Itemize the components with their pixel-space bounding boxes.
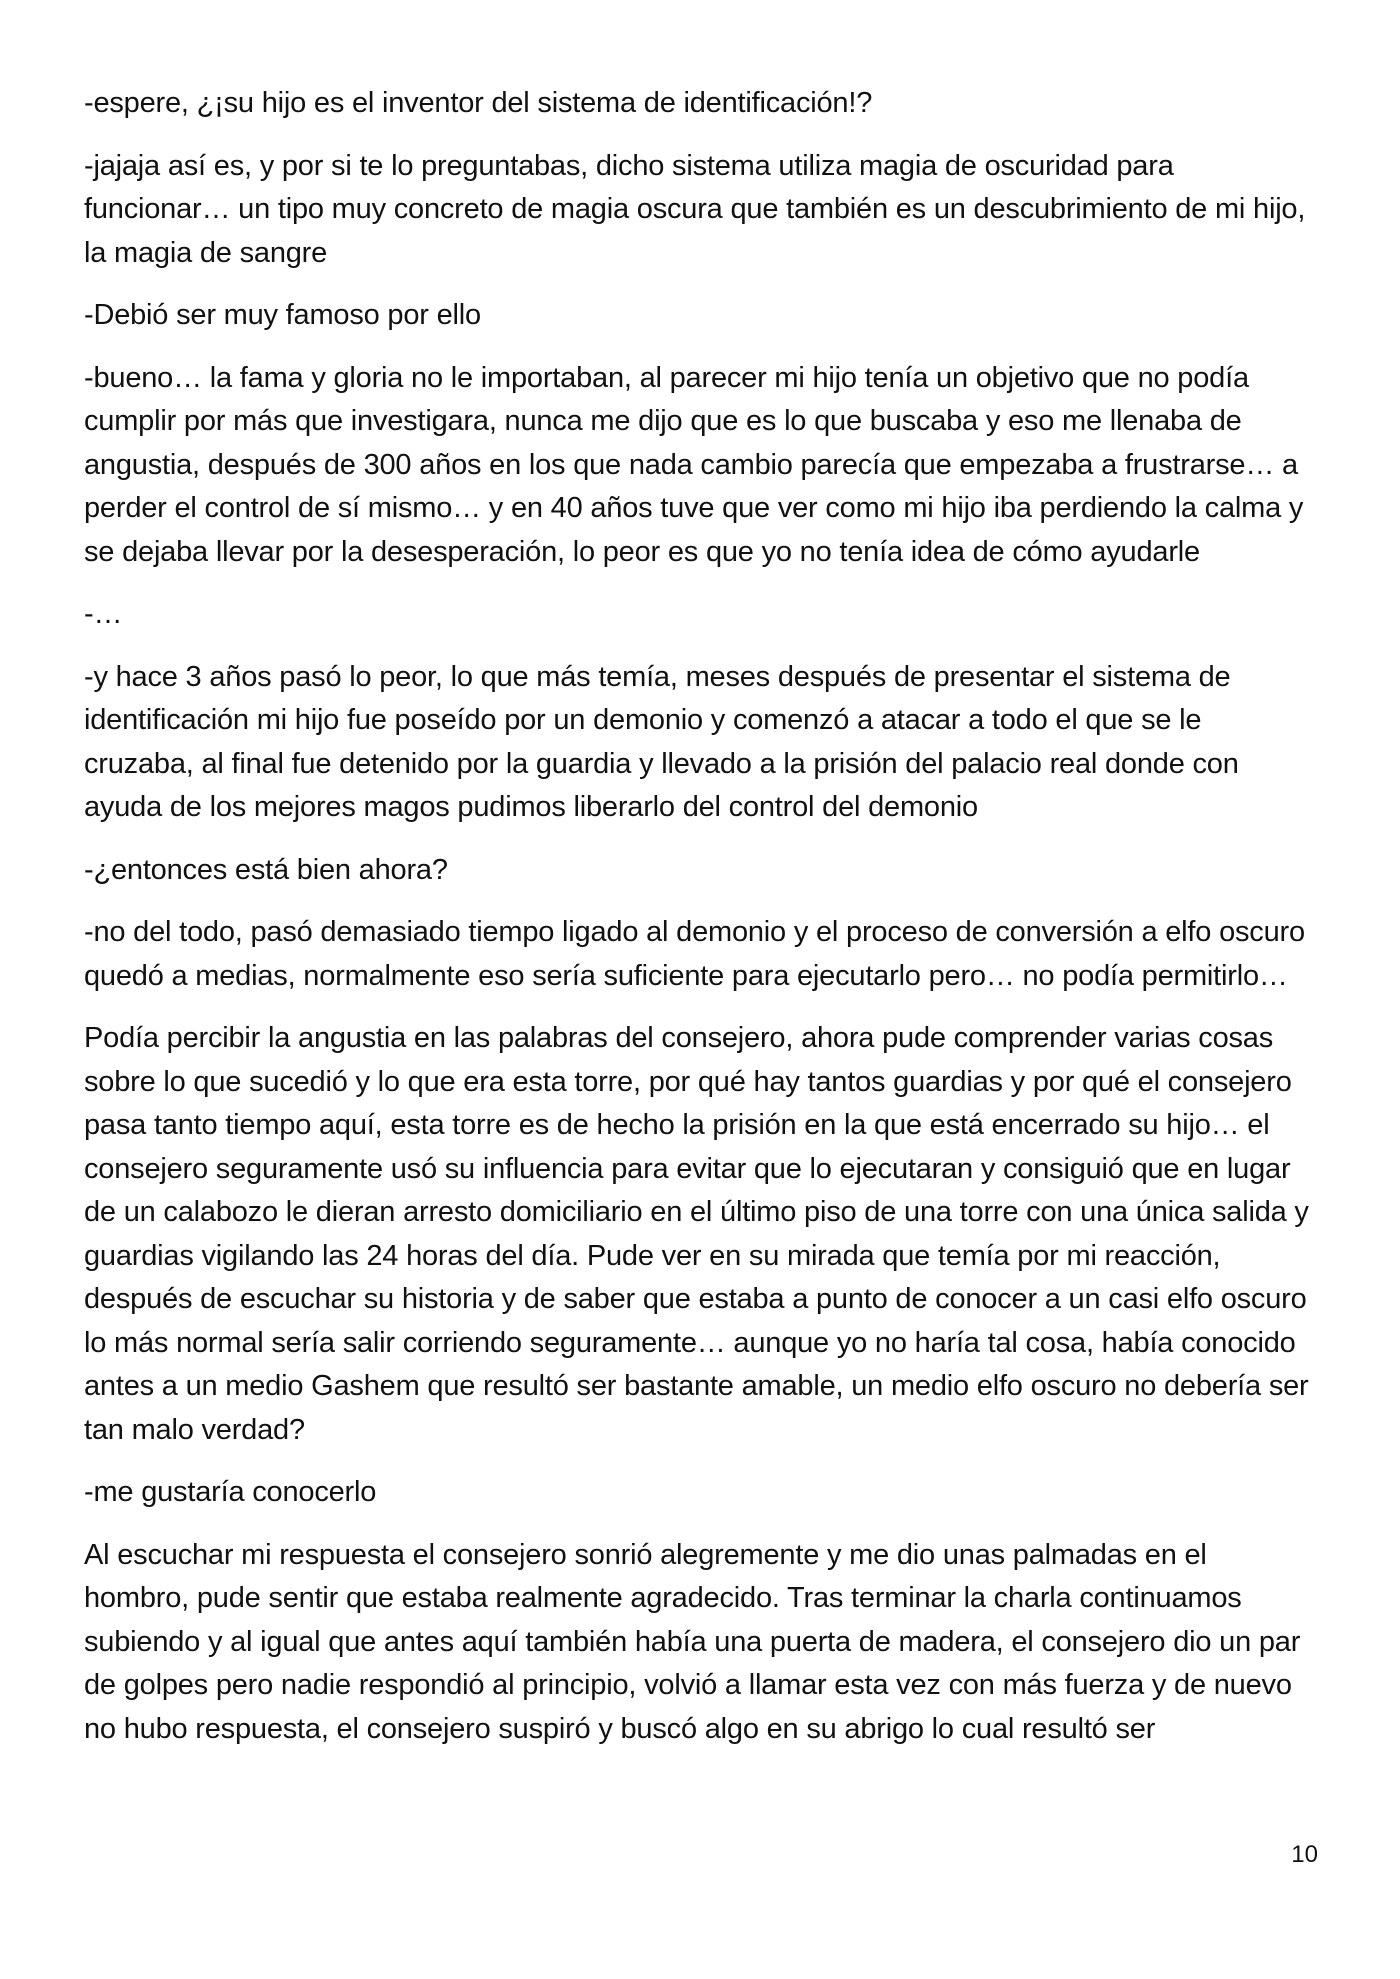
page-number: 10 bbox=[1291, 1841, 1318, 1868]
paragraph-10: -me gustaría conocerlo bbox=[84, 1476, 377, 1508]
paragraph-3: -Debió ser muy famoso por ello bbox=[84, 299, 481, 331]
paragraph-6: -y hace 3 años pasó lo peor, lo que más temía, meses después de presentar el sistema de identificación mi hijo fue poseído por un demonio y comenzó a atacar a todo el que se le cruzaba, al final fue detenido por la guardia y llevado a la prisión del palacio real donde con ayuda de los mejores magos pudimos liberarlo del control del demonio bbox=[84, 660, 1239, 823]
paragraph-4: -bueno… la fama y gloria no le importaban, al parecer mi hijo tenía un objetivo que no podía cumplir por más que investigara, nunca me dijo que es lo que buscaba y eso me llenaba de angustia, después de 300 años en los que nada cambio parecía que empezaba a frustrarse… a perder el control de sí mismo… y en 40 años tuve que ver como mi hijo iba perdiendo la calma y se dejaba llevar por la desesperación, lo peor es que yo no tenía idea de cómo ayudarle bbox=[84, 361, 1304, 568]
paragraph-5: -… bbox=[84, 598, 123, 630]
paragraph-8: -no del todo, pasó demasiado tiempo ligado al demonio y el proceso de conversión a elfo oscuro quedó a medias, normalmente eso sería suficiente para ejecutarlo pero… no podía permitirlo… bbox=[84, 916, 1305, 992]
page-body bbox=[84, 82, 1316, 1770]
paragraph-2: -jajaja así es, y por si te lo preguntabas, dicho sistema utiliza magia de oscuridad para funcionar… un tipo muy concreto de magia oscura que también es un descubrimiento de mi hijo, la magia de sangre bbox=[84, 149, 1306, 269]
paragraph-11: Al escuchar mi respuesta el consejero sonrió alegremente y me dio unas palmadas en el hombro, pude sentir que estaba realmente agradecido. Tras terminar la charla continuamos subiendo y al igual que antes aquí también había una puerta de madera, el consejero dio un par de golpes pero nadie respondió al principio, volvió a llamar esta vez con más fuerza y de nuevo no hubo respuesta, el consejero suspiró y buscó algo en su abrigo lo cual resultó ser bbox=[84, 1538, 1301, 1745]
paragraph-9: Podía percibir la angustia en las palabras del consejero, ahora pude comprender varias cosas sobre lo que sucedió y lo que era esta torre, por qué hay tantos guardias y por qué el consejero pasa tanto tiempo aquí, esta torre es de hecho la prisión en la que está encerrado su hijo… el consejero seguramente usó su influencia para evitar que lo ejecutaran y consiguió que en lugar de un calabozo le dieran arresto domiciliario en el último piso de una torre con una única salida y guardias vigilando las 24 horas del día. Pude ver en su mirada que temía por mi reacción, después de escuchar su historia y de saber que estaba a punto de conocer a un casi elfo oscuro lo más normal sería salir corriendo seguramente… aunque yo no haría tal cosa, había conocido antes a un medio Gashem que resultó ser bastante amable, un medio elfo oscuro no debería ser tan malo verdad? bbox=[84, 1022, 1309, 1446]
paragraph-7: -¿entonces está bien ahora? bbox=[84, 853, 448, 886]
paragraph-1: -espere, ¿¡su hijo es el inventor del sistema de identificación!? bbox=[84, 87, 873, 119]
